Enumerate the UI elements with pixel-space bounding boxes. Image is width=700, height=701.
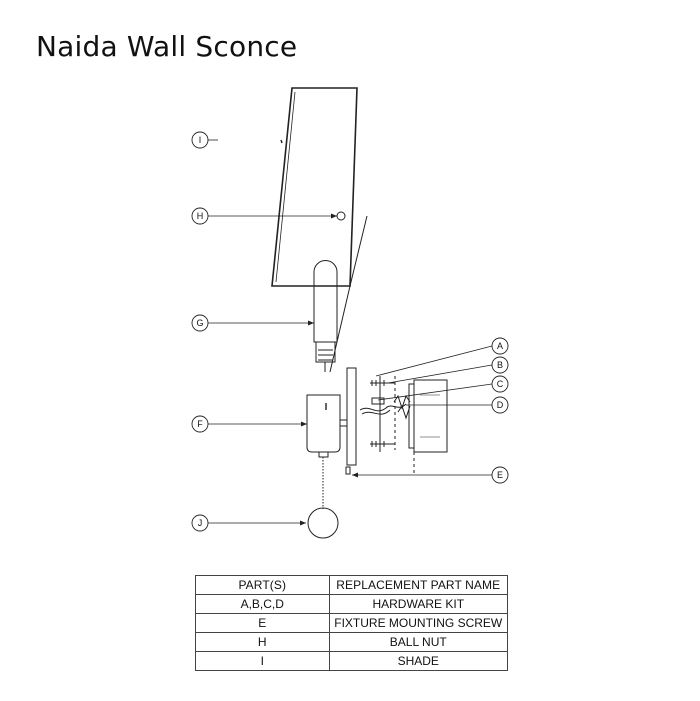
shade-drawing (272, 88, 357, 286)
callout-h (192, 208, 208, 224)
ball-nut-drawing (337, 212, 345, 220)
callout-b (492, 357, 508, 373)
callout-a (492, 338, 508, 354)
junction-box-drawing (395, 376, 447, 476)
table-cell-part: I (196, 652, 330, 671)
stem-drawing (330, 216, 367, 372)
fixture-screw-drawing (346, 467, 350, 474)
svg-text:G: G (196, 318, 204, 329)
svg-text:I: I (198, 135, 202, 146)
svg-text:F: F (197, 419, 203, 430)
table-cell-name: SHADE (329, 652, 508, 671)
svg-text:D: D (496, 400, 504, 411)
svg-text:B: B (496, 360, 504, 371)
page-title: Naida Wall Sconce (36, 30, 298, 63)
arrowheads (300, 214, 358, 526)
backplate-drawing (347, 368, 356, 465)
callout-j (192, 515, 208, 531)
callout-f (192, 416, 208, 432)
pull-ball-drawing (308, 508, 338, 538)
table-row (196, 633, 508, 652)
leader-lines (208, 140, 492, 523)
parts-table (195, 575, 508, 671)
table-cell-name: BALL NUT (329, 633, 508, 652)
column-header-parts: PART(S) (196, 576, 330, 595)
table-cell-part: H (196, 633, 330, 652)
column-header-replacement-part-name: REPLACEMENT PART NAME (329, 576, 508, 595)
table-header-row (196, 576, 508, 595)
table-row (196, 652, 508, 671)
table-cell-name: FIXTURE MOUNTING SCREW (329, 614, 508, 633)
svg-text:H: H (196, 211, 204, 222)
callout-g (192, 315, 208, 331)
table-row (196, 595, 508, 614)
callout-i (192, 132, 208, 148)
table-cell-name: HARDWARE KIT (329, 595, 508, 614)
socket-drawing (307, 395, 347, 457)
svg-text:A: A (496, 341, 504, 352)
callout-e (492, 467, 508, 483)
table-cell-part: A,B,C,D (196, 595, 330, 614)
callout-c (492, 376, 508, 392)
table-row (196, 614, 508, 633)
hardware-drawing (360, 376, 410, 452)
svg-text:C: C (496, 379, 504, 390)
callout-d (492, 397, 508, 413)
table-cell-part: E (196, 614, 330, 633)
svg-text:E: E (496, 470, 504, 481)
svg-text:J: J (197, 518, 203, 529)
